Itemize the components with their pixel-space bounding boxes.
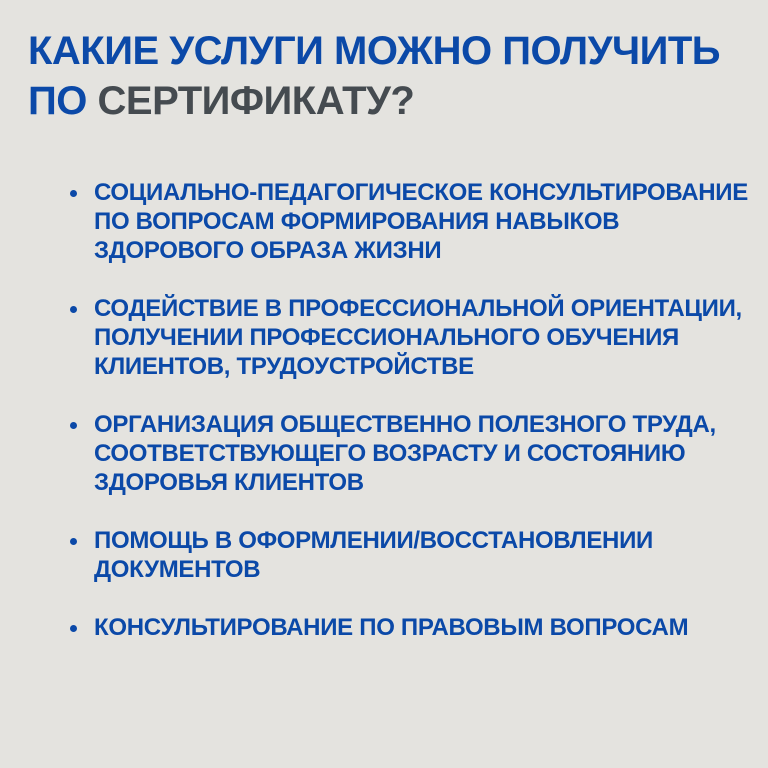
bullet-dot-icon <box>70 190 77 197</box>
title-line-2-rest: СЕРТИФИКАТУ? <box>97 79 415 123</box>
list-item <box>70 410 750 497</box>
services-list <box>70 178 750 671</box>
list-item <box>70 178 750 265</box>
bullet-dot-icon <box>70 306 77 313</box>
title-line-2-prefix: ПО <box>28 79 87 123</box>
service-text: КОНСУЛЬТИРОВАНИЕ ПО ПРАВОВЫМ ВОПРОСАМ <box>94 614 689 641</box>
page-title <box>28 26 758 126</box>
service-text: ОРГАНИЗАЦИЯ ОБЩЕСТВЕННО ПОЛЕЗНОГО ТРУДА, СООТВЕТСТВУЮЩЕГО ВОЗРАСТУ И СОСТОЯНИЮ ЗДОРОВЬЯ КЛИЕНТОВ <box>94 411 716 496</box>
list-item <box>70 526 750 584</box>
bullet-dot-icon <box>70 625 77 632</box>
bullet-dot-icon <box>70 422 77 429</box>
list-item <box>70 613 750 642</box>
title-line-1: КАКИЕ УСЛУГИ МОЖНО ПОЛУЧИТЬ <box>28 29 721 73</box>
service-text: ПОМОЩЬ В ОФОРМЛЕНИИ/ВОССТАНОВЛЕНИИ ДОКУМЕНТОВ <box>94 527 653 583</box>
bullet-dot-icon <box>70 538 77 545</box>
service-text: СОЦИАЛЬНО-ПЕДАГОГИЧЕСКОЕ КОНСУЛЬТИРОВАНИЕ ПО ВОПРОСАМ ФОРМИРОВАНИЯ НАВЫКОВ ЗДОРОВОГО ОБРАЗА ЖИЗНИ <box>94 179 748 264</box>
list-item <box>70 294 750 381</box>
service-text: СОДЕЙСТВИЕ В ПРОФЕССИОНАЛЬНОЙ ОРИЕНТАЦИИ, ПОЛУЧЕНИИ ПРОФЕССИОНАЛЬНОГО ОБУЧЕНИЯ КЛИЕНТОВ, ТРУДОУСТРОЙСТВЕ <box>94 295 742 380</box>
